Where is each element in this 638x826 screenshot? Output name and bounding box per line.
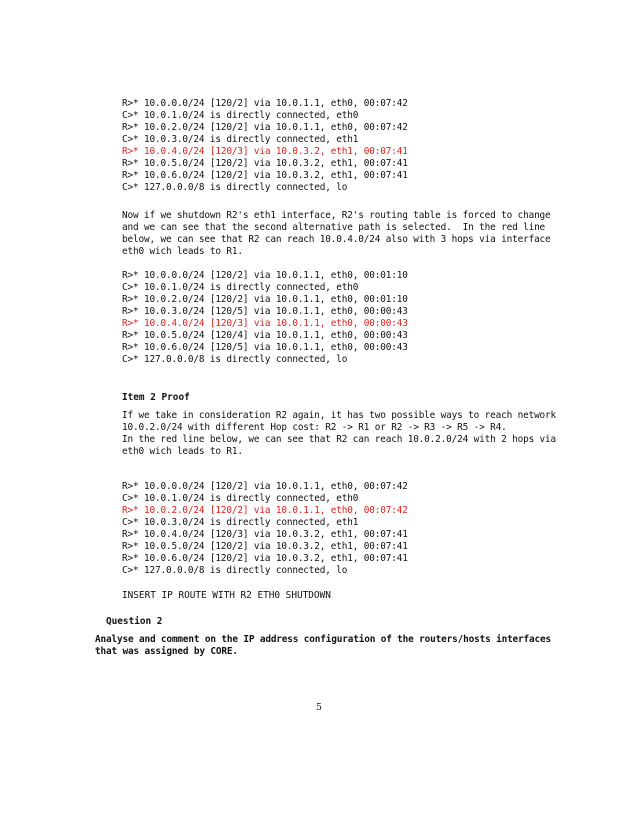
route-line: C>* 10.0.1.0/24 is directly connected, eth0 (122, 493, 359, 504)
text-line: eth0 wich leads to R1. (122, 246, 243, 257)
question2-heading: Question 2 (106, 616, 163, 627)
text-line: 10.0.2.0/24 with different Hop cost: R2 -> R1 or R2 -> R3 -> R5 -> R4. (122, 422, 507, 433)
text-line: and we can see that the second alternative path is selected. In the red line (122, 222, 546, 233)
page-number: 5 (316, 702, 322, 713)
item2-heading: Item 2 Proof (122, 392, 190, 403)
route-line: R>* 10.0.5.0/24 [120/2] via 10.0.3.2, eth1, 00:07:41 (122, 541, 408, 552)
text-line: In the red line below, we can see that R2 can reach 10.0.2.0/24 with 2 hops via (122, 434, 557, 445)
text-line: below, we can see that R2 can reach 10.0.4.0/24 also with 3 hops via interface (122, 234, 551, 245)
text-line: If we take in consideration R2 again, it has two possible ways to reach network (122, 410, 557, 421)
route-line-highlighted: R>* 10.0.4.0/24 [120/3] via 10.0.3.2, eth1, 00:07:41 (122, 146, 408, 157)
route-line: R>* 10.0.2.0/24 [120/2] via 10.0.1.1, eth0, 00:07:42 (122, 122, 408, 133)
route-line: R>* 10.0.0.0/24 [120/2] via 10.0.1.1, eth0, 00:07:42 (122, 98, 408, 109)
text-line: Analyse and comment on the IP address configuration of the routers/hosts interfaces (95, 634, 552, 645)
route-line: C>* 10.0.1.0/24 is directly connected, eth0 (122, 282, 359, 293)
route-line: C>* 127.0.0.0/8 is directly connected, lo (122, 354, 348, 365)
text-line: eth0 wich leads to R1. (122, 446, 243, 457)
route-line: R>* 10.0.6.0/24 [120/2] via 10.0.3.2, eth1, 00:07:41 (122, 553, 408, 564)
route-line-highlighted: R>* 10.0.2.0/24 [120/2] via 10.0.1.1, eth0, 00:07:42 (122, 505, 408, 516)
text-line: Now if we shutdown R2's eth1 interface, R2's routing table is forced to change (122, 210, 551, 221)
route-line: R>* 10.0.4.0/24 [120/3] via 10.0.3.2, eth1, 00:07:41 (122, 529, 408, 540)
route-line: R>* 10.0.5.0/24 [120/2] via 10.0.3.2, eth1, 00:07:41 (122, 158, 408, 169)
route-line: R>* 10.0.2.0/24 [120/2] via 10.0.1.1, eth0, 00:01:10 (122, 294, 408, 305)
route-line: C>* 127.0.0.0/8 is directly connected, lo (122, 565, 348, 576)
route-line: C>* 127.0.0.0/8 is directly connected, lo (122, 182, 348, 193)
route-line: R>* 10.0.0.0/24 [120/2] via 10.0.1.1, eth0, 00:07:42 (122, 481, 408, 492)
route-line: R>* 10.0.5.0/24 [120/4] via 10.0.1.1, eth0, 00:00:43 (122, 330, 408, 341)
route-line: R>* 10.0.3.0/24 [120/5] via 10.0.1.1, eth0, 00:00:43 (122, 306, 408, 317)
route-line: C>* 10.0.1.0/24 is directly connected, eth0 (122, 110, 359, 121)
route-line: R>* 10.0.0.0/24 [120/2] via 10.0.1.1, eth0, 00:01:10 (122, 270, 408, 281)
route-line: R>* 10.0.6.0/24 [120/2] via 10.0.3.2, eth1, 00:07:41 (122, 170, 408, 181)
route-line: C>* 10.0.3.0/24 is directly connected, eth1 (122, 134, 359, 145)
text-line: that was assigned by CORE. (95, 646, 238, 657)
insert-note: INSERT IP ROUTE WITH R2 ETH0 SHUTDOWN (122, 590, 331, 601)
route-line: C>* 10.0.3.0/24 is directly connected, eth1 (122, 517, 359, 528)
route-line: R>* 10.0.6.0/24 [120/5] via 10.0.1.1, eth0, 00:00:43 (122, 342, 408, 353)
route-line-highlighted: R>* 10.0.4.0/24 [120/3] via 10.0.1.1, eth0, 00:00:43 (122, 318, 408, 329)
